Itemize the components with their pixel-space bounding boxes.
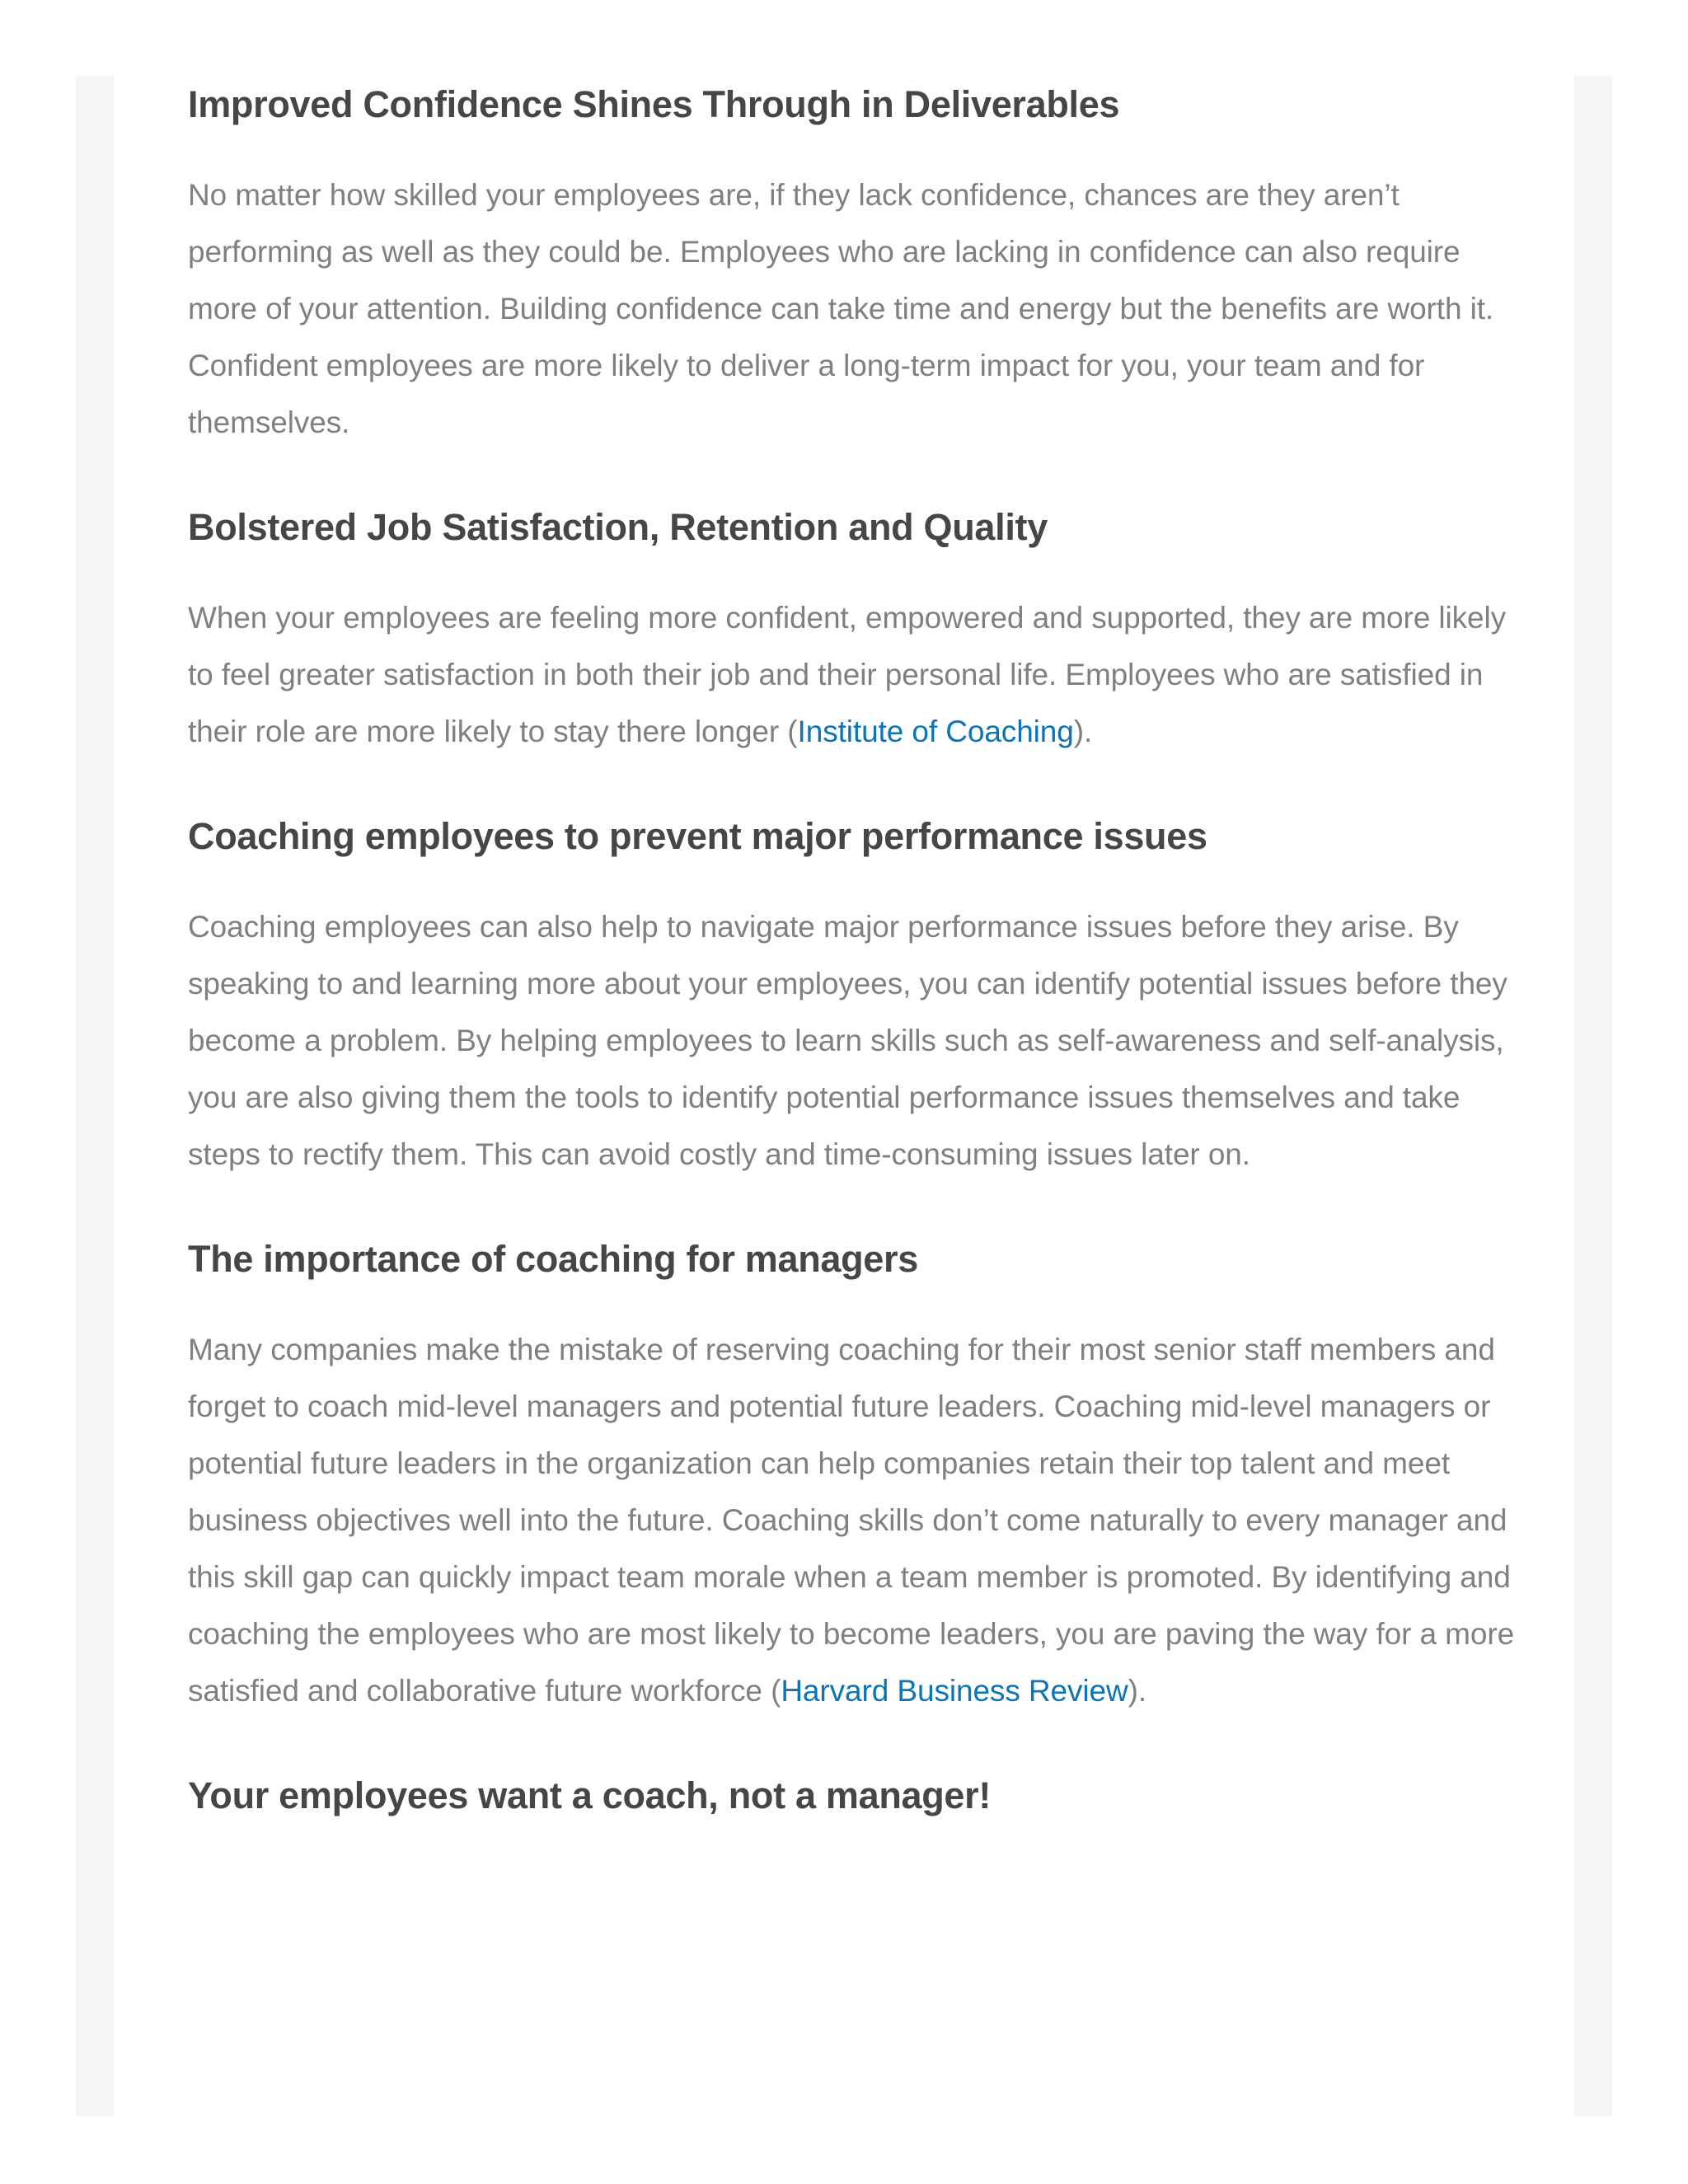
paragraph-job-satisfaction: [188, 589, 1523, 760]
heading-improved-confidence: Improved Confidence Shines Through in Deliverables: [188, 83, 1120, 125]
right-margin-rail: [1574, 76, 1612, 2116]
paragraph-improved-confidence: No matter how skilled your employees are, if they lack confidence, chances are they aren’t performing as well as they could be. Employees who are lacking in confidence can also require more of your attention. Building confidence can take time and energy but the benefits are worth it. Confident employees are more likely to deliver a long-term impact for you, your team and for themselves.: [188, 178, 1494, 439]
heading-coaching-managers: The importance of coaching for managers: [188, 1238, 918, 1280]
heading-performance-issues: Coaching employees to prevent major performance issues: [188, 815, 1207, 857]
paragraph-performance-issues: Coaching employees can also help to navigate major performance issues before they arise. By speaking to and learning more about your employees, you can identify potential issues before they become a problem. By helping employees to learn skills such as self-awareness and self-analysis, you are also giving them the tools to identify potential performance issues themselves and take steps to rectify them. This can avoid costly and time-consuming issues later on.: [188, 910, 1507, 1171]
institute-of-coaching-link[interactable]: Institute of Coaching: [797, 715, 1074, 748]
paragraph-coaching-managers: [188, 1321, 1523, 1719]
article-body: [188, 76, 1523, 1825]
left-margin-rail: [76, 76, 114, 2116]
harvard-business-review-link[interactable]: Harvard Business Review: [781, 1674, 1128, 1708]
heading-coach-not-manager: Your employees want a coach, not a manager!: [188, 1774, 992, 1816]
paragraph-text: When your employees are feeling more confident, empowered and supported, they are more likely to feel greater satisfaction in both their job and their personal life. Employees who are satisfied in their role are more likely to stay there longer (: [188, 601, 1507, 748]
heading-job-satisfaction: Bolstered Job Satisfaction, Retention and Quality: [188, 506, 1048, 548]
paragraph-text: ).: [1073, 715, 1093, 748]
paragraph-text: ).: [1128, 1674, 1147, 1708]
paragraph-text: Many companies make the mistake of reserving coaching for their most senior staff members and forget to coach mid-level managers and potential future leaders. Coaching mid-level managers or potential future leaders in the organization can help companies retain their top talent and meet business objectives well into the future. Coaching skills don’t come naturally to every manager and this skill gap can quickly impact team morale when a team member is promoted. By identifying and coaching the employees who are most likely to become leaders, you are paving the way for a more satisfied and collaborative future workforce (: [188, 1333, 1515, 1708]
